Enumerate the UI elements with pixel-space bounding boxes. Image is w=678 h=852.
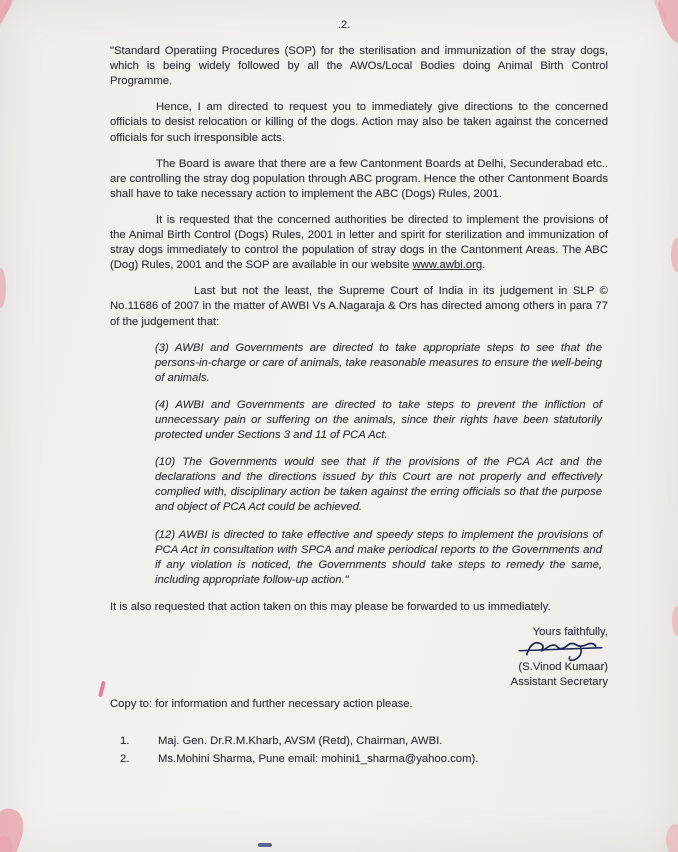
blue-ink-mark xyxy=(258,843,272,847)
copy-item-number: 1. xyxy=(120,735,130,748)
signatory-title: Assistant Secretary xyxy=(510,676,608,689)
scan-artifact-bottom-right xyxy=(666,824,678,852)
judgement-quote-para-4: (4) AWBI and Governments are directed to take steps to prevent the infliction of unnecessary pain or suffering on the animals, since their rights have been statutorily protected under Sections 3 and 11 of PCA Act. xyxy=(155,398,602,442)
paragraph-sop: "Standard Operatiing Procedures (SOP) for the sterilisation and immunization of the stray dogs, which is being widely followed by all the AWOs/Local Bodies doing Animal Birth Control Programme. xyxy=(110,45,608,88)
paragraph-text: It is requested that the concerned authorities be directed to implement the provisions of the Animal Birth Control (Dogs) Rules, 2001 in letter and spirit for sterilization and immunization of stray dogs immediately to control the population of stray dogs in the Cantonment Areas. The ABC (Dog) Rules, 2001 and the SOP are available in our website xyxy=(110,213,608,272)
valediction: Yours faithfully, xyxy=(532,626,608,638)
page-number: .2. xyxy=(337,19,351,31)
copy-item-text: Maj. Gen. Dr.R.M.Kharb, AVSM (Retd), Chairman, AWBI. xyxy=(158,735,443,748)
letter-body xyxy=(110,18,608,771)
paragraph-closing: It is also requested that action taken on this may please be forwarded to us immediately. xyxy=(110,600,551,613)
judgement-quote-para-10: (10) The Governments would see that if the provisions of the PCA Act and the declarations and the directions issued by this Court are not properly and effectively complied with, disciplinary action be taken against the erring officials so that the purpose and object of PCA Act could be achieved. xyxy=(155,456,602,514)
paragraph-abc-rules xyxy=(110,213,608,273)
copy-item xyxy=(120,734,608,749)
judgement-quote-para-3: (3) AWBI and Governments are directed to take appropriate steps to see that the persons-in-charge or care of animals, take reasonable measures to ensure the well-being of animals. xyxy=(155,341,602,384)
copy-list xyxy=(110,734,608,767)
paragraph-directions-request: Hence, I am directed to request you to immediately give directions to the concerned officials to desist relocation or killing of the dogs. Action may also be taken against the concerned officials for such irresponsible acts. xyxy=(110,101,608,144)
signatory-name: (S.Vinod Kumaar) xyxy=(518,661,608,674)
scan-artifact-right-middle xyxy=(671,238,678,272)
paragraph-supreme-court: Last but not the least, the Supreme Court of India in its judgement in SLP © No.11686 of 2007 in the matter of AWBI Vs A.Nagaraja & Ors has directed among others in para 77 of the judgement that: xyxy=(110,285,608,328)
scan-artifact-right-lower xyxy=(672,606,678,636)
copy-item-number: 2. xyxy=(120,753,130,766)
copy-item xyxy=(120,752,608,767)
paragraph-text-suffix: . xyxy=(482,259,486,272)
pink-pen-mark xyxy=(98,681,106,697)
copy-to-line: Copy to: for information and further necessary action please. xyxy=(110,698,413,711)
paragraph-cantonment-boards: The Board is aware that there are a few Cantonment Boards at Delhi, Secunderabad etc.. are controlling the stray dog population through ABC program. Hence the other Cantonment Boards shall have to take necessary action to implement the ABC (Dogs) Rules, 2001. xyxy=(110,157,608,200)
website-link: www.awbi.org xyxy=(412,259,483,272)
judgement-quote-para-12: (12) AWBI is directed to take effective and speedy steps to implement the provisions of PCA Act in consultation with SPCA and make periodical reports to the Governments and if any violation is noticed, the Governments should take steps to remedy the same, including appropriate follow-up action." xyxy=(155,528,602,586)
copy-item-text: Ms.Mohini Sharma, Pune email: mohini1_sharma@yahoo.com). xyxy=(158,753,479,766)
signature-block xyxy=(438,625,608,690)
scan-artifact-left-middle xyxy=(0,268,6,308)
